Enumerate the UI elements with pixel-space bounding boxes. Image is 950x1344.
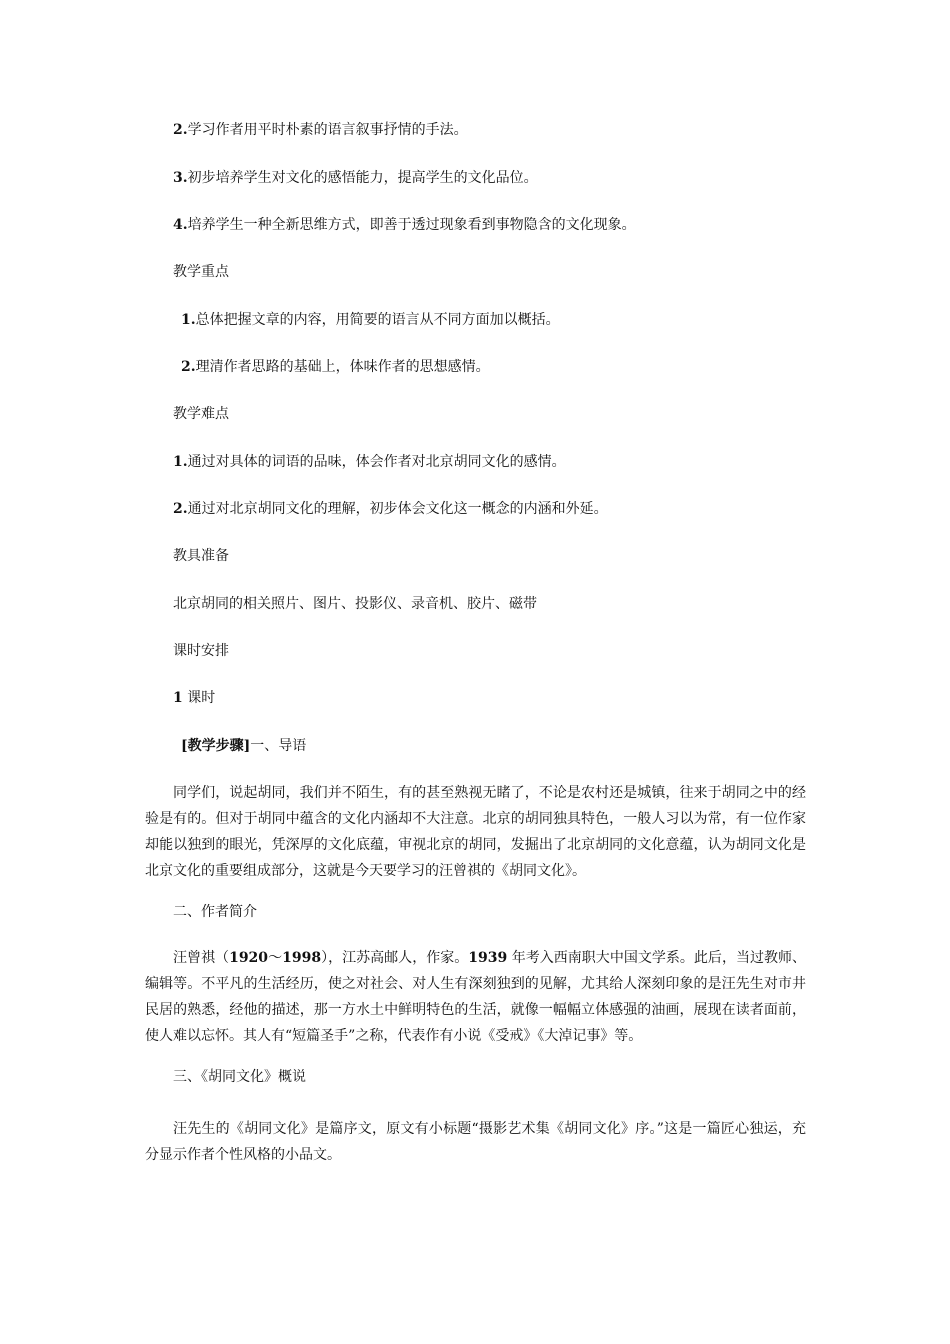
list-number: 2. bbox=[173, 501, 188, 517]
author-text: 年考入西南职大中国文学系。此后，当过教师、编辑等。不平凡的生活经历，使之对社会、对人生有深刻独到的见解，尤其给人深刻印象的是汪先生对市井民居的熟悉，经他的描述，那一方水土中鲜明特色的生活，就像一幅幅立体感强的油画，展现在读者面前，使人难以忘怀。其人有“短篇圣手”之称，代表作有小说《受戒》《大淖记事》等。 bbox=[145, 950, 807, 1044]
difficulty-item-2 bbox=[173, 496, 608, 522]
schedule-number: 1 bbox=[173, 690, 183, 706]
tools-list: 北京胡同的相关照片、图片、投影仪、录音机、胶片、磁带 bbox=[173, 596, 537, 612]
author-text: ），江苏高邮人，作家。 bbox=[321, 950, 469, 966]
list-number: 4. bbox=[173, 217, 188, 233]
list-text: 通过对北京胡同文化的理解，初步体会文化这一概念的内涵和外延。 bbox=[187, 501, 608, 517]
list-number: 1. bbox=[181, 312, 196, 328]
list-text: 总体把握文章的内容，用简要的语言从不同方面加以概括。 bbox=[195, 312, 560, 328]
list-number: 1. bbox=[173, 454, 188, 470]
list-number: 2. bbox=[181, 359, 196, 375]
author-heading: 二、作者简介 bbox=[173, 904, 257, 920]
objective-2 bbox=[173, 117, 468, 143]
death-year: 1998 bbox=[282, 950, 322, 966]
tools-heading: 教具准备 bbox=[173, 548, 229, 564]
objective-4 bbox=[173, 212, 636, 238]
list-text: 培养学生一种全新思维方式，即善于透过现象看到事物隐含的文化现象。 bbox=[187, 217, 636, 233]
list-text: 初步培养学生对文化的感悟能力，提高学生的文化品位。 bbox=[187, 170, 538, 186]
author-text: ～ bbox=[268, 950, 283, 966]
list-text: 学习作者用平时朴素的语言叙事抒情的手法。 bbox=[187, 122, 468, 138]
list-number: 2. bbox=[173, 122, 188, 138]
objective-3 bbox=[173, 165, 538, 191]
focus-item-1 bbox=[181, 307, 560, 333]
focus-item-2 bbox=[181, 354, 490, 380]
admission-year: 1939 bbox=[468, 950, 508, 966]
schedule-unit: 课时 bbox=[182, 690, 216, 706]
author-paragraph bbox=[145, 945, 806, 1049]
steps-section: 一、导语 bbox=[250, 738, 307, 754]
overview-paragraph: 汪先生的《胡同文化》是篇序文，原文有小标题“摄影艺术集《胡同文化》序。”这是一篇匠心独运，充分显示作者个性风格的小品文。 bbox=[145, 1121, 806, 1163]
schedule-value bbox=[173, 685, 215, 711]
steps-heading bbox=[181, 733, 306, 759]
list-number: 3. bbox=[173, 170, 188, 186]
difficulty-heading: 教学难点 bbox=[173, 406, 229, 422]
focus-heading: 教学重点 bbox=[173, 264, 229, 280]
difficulty-item-1 bbox=[173, 449, 566, 475]
intro-paragraph: 同学们，说起胡同，我们并不陌生，有的甚至熟视无睹了，不论是农村还是城镇，往来于胡同之中的经验是有的。但对于胡同中蕴含的文化内涵却不大注意。北京的胡同独具特色，一般人习以为常，有一位作家却能以独到的眼光，凭深厚的文化底蕴，审视北京的胡同，发掘出了北京胡同的文化意蕴，认为胡同文化是北京文化的重要组成部分，这就是今天要学习的汪曾祺的《胡同文化》。 bbox=[145, 785, 806, 879]
overview-heading: 三、《胡同文化》概说 bbox=[173, 1069, 306, 1085]
list-text: 理清作者思路的基础上，体味作者的思想感情。 bbox=[195, 359, 490, 375]
schedule-heading: 课时安排 bbox=[173, 643, 229, 659]
list-text: 通过对具体的词语的品味，体会作者对北京胡同文化的感情。 bbox=[187, 454, 566, 470]
author-text: 汪曾祺（ bbox=[173, 950, 230, 966]
birth-year: 1920 bbox=[229, 950, 269, 966]
steps-label: [教学步骤] bbox=[181, 738, 251, 754]
